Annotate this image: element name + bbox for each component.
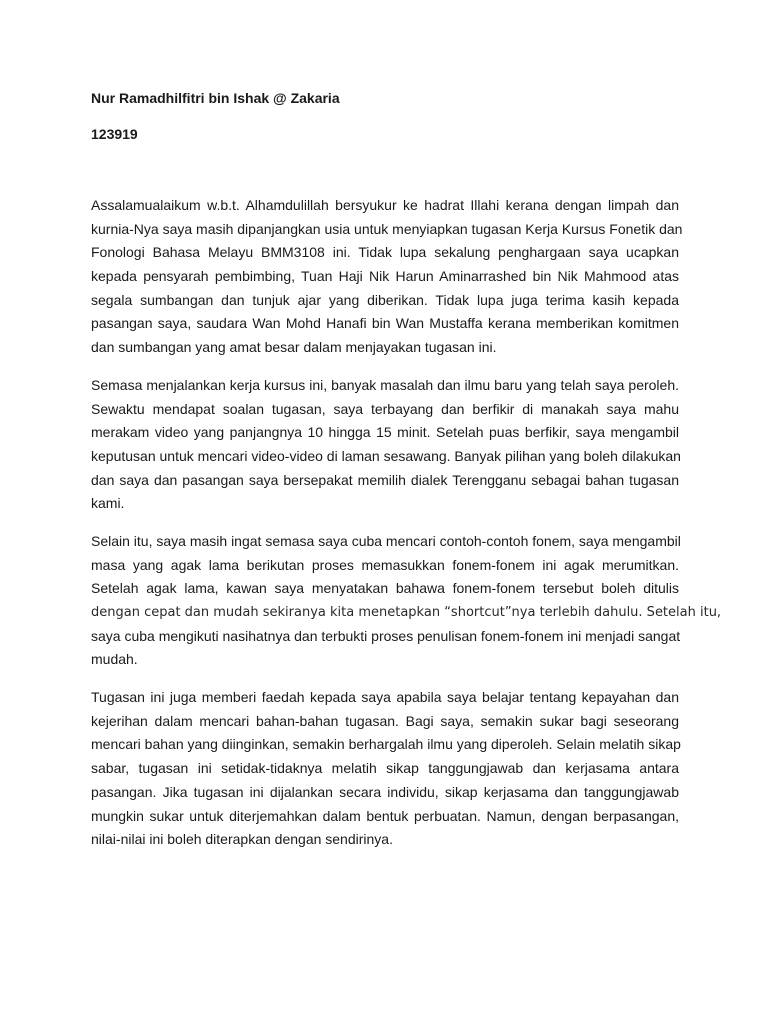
author-name: Nur Ramadhilfitri bin Ishak @ Zakaria — [91, 90, 340, 106]
text-line: keputusan untuk mencari video-video di laman sesawang. Banyak pilihan yang boleh dilakukan — [91, 447, 681, 464]
text-line: masa yang agak lama berikutan proses memasukkan fonem-fonem ini agak merumitkan. — [91, 556, 679, 573]
text-line: Selain itu, saya masih ingat semasa saya cuba mencari contoh-contoh fonem, saya mengambil — [91, 532, 681, 549]
text-line: mencari bahan yang diinginkan, semakin berhargalah ilmu yang diperoleh. Selain melatih sikap — [91, 736, 681, 753]
text-line: mungkin sukar untuk diterjemahkan dalam bentuk perbuatan. Namun, dengan berpasangan, — [91, 807, 679, 824]
text-line: pasangan saya, saudara Wan Mohd Hanafi bin Wan Mustaffa kerana memberikan komitmen — [91, 315, 679, 332]
text-line: saya cuba mengikuti nasihatnya dan terbukti proses penulisan fonem-fonem ini menjadi sangat — [91, 627, 681, 644]
text-line: Tugasan ini juga memberi faedah kepada saya apabila saya belajar tentang kepayahan dan — [91, 689, 679, 706]
text-line: dan saya dan pasangan saya bersepakat memilih dialek Terengganu sebagai bahan tugasan — [91, 471, 679, 488]
text-line: mudah. — [91, 651, 138, 668]
text-line: sabar, tugasan ini setidak-tidaknya melatih sikap tanggungjawab dan kerjasama antara — [91, 760, 679, 777]
text-line: kami. — [91, 495, 125, 512]
text-line: Setelah agak lama, kawan saya menyatakan bahawa fonem-fonem tersebut boleh ditulis — [91, 580, 679, 597]
text-line: kurnia-Nya saya masih dipanjangkan usia untuk menyiapkan tugasan Kerja Kursus Fonetik dan — [91, 220, 683, 237]
text-line: Semasa menjalankan kerja kursus ini, banyak masalah dan ilmu baru yang telah saya peroleh. — [91, 376, 679, 393]
text-line: dengan cepat dan mudah sekiranya kita menetapkan “shortcut”nya terlebih dahulu. Setelah itu, — [91, 605, 722, 620]
text-line: segala sumbangan dan tunjuk ajar yang diberikan. Tidak lupa juga terima kasih kepada — [91, 291, 679, 308]
paragraph-3 — [91, 530, 722, 672]
text-line: kejerihan dalam mencari bahan-bahan tugasan. Bagi saya, semakin sukar bagi seseorang — [91, 712, 679, 729]
text-line: Fonologi Bahasa Melayu BMM3108 ini. Tidak lupa sekalung penghargaan saya ucapkan — [91, 244, 679, 261]
text-line: Assalamualaikum w.b.t. Alhamdulillah bersyukur ke hadrat Illahi kerana dengan limpah dan — [91, 197, 679, 213]
text-line: pasangan. Jika tugasan ini dijalankan secara individu, sikap kerjasama dan tanggungjawab — [91, 783, 679, 800]
paragraph-2 — [91, 374, 679, 516]
text-line: nilai-nilai ini boleh diterapkan dengan sendirinya. — [91, 831, 393, 848]
student-id: 123919 — [91, 126, 138, 142]
document-body — [91, 194, 722, 866]
paragraph-1 — [91, 194, 683, 360]
paragraph-4 — [91, 686, 679, 852]
text-line: Sewaktu mendapat soalan tugasan, saya terbayang dan berfikir di manakah saya mahu — [91, 400, 679, 417]
text-line: merakam video yang panjangnya 10 hingga 15 minit. Setelah puas berfikir, saya mengambil — [91, 424, 679, 441]
text-line: kepada pensyarah pembimbing, Tuan Haji Nik Harun Aminarrashed bin Nik Mahmood atas — [91, 268, 679, 285]
text-line: dan sumbangan yang amat besar dalam menjayakan tugasan ini. — [91, 339, 497, 356]
